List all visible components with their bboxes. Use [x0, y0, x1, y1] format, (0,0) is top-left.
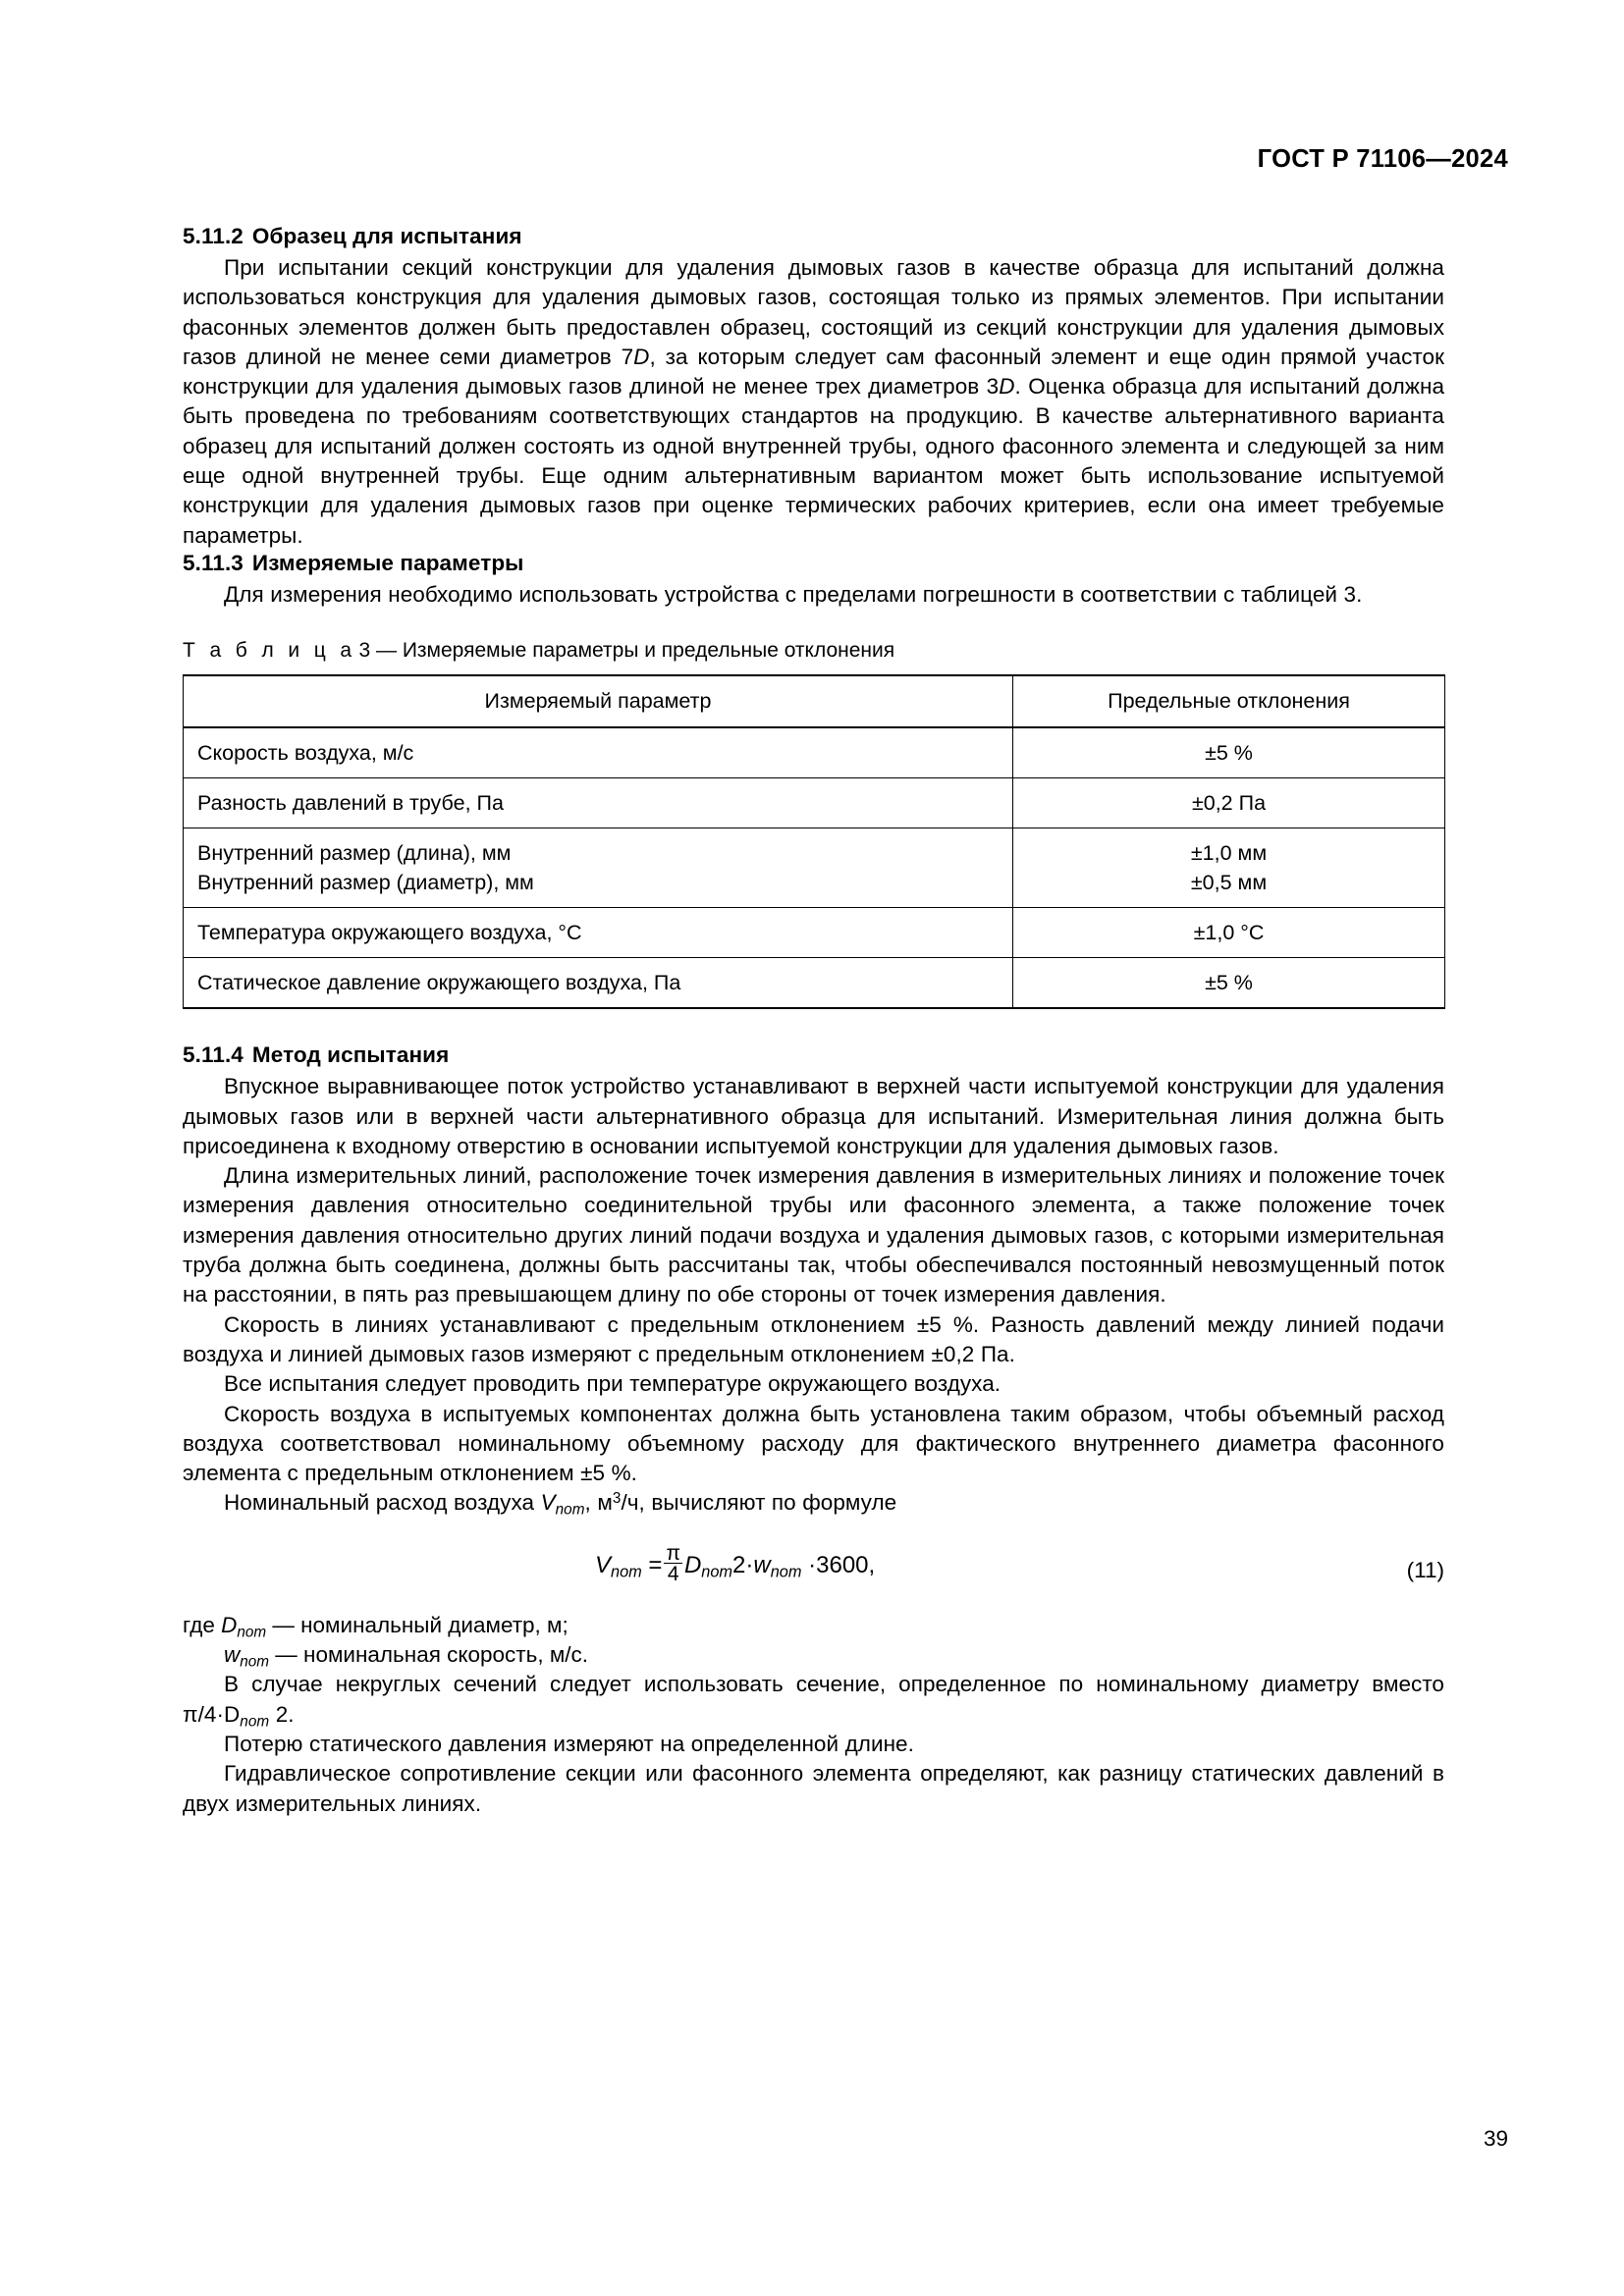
heading-5-11-4-title: Метод испытания	[251, 1042, 450, 1068]
variable-v-subscript: nom	[555, 1501, 585, 1519]
table-cell-parameter: Температура окружающего воздуха, °С	[184, 908, 1013, 958]
formula-fraction-pi-over-4	[664, 1541, 682, 1585]
where-variable-w-description: — номинальная скорость, м/с.	[269, 1642, 589, 1668]
paragraph-noncircular-subscript: nom	[240, 1712, 270, 1730]
where-variable-w-subscript: nom	[240, 1653, 270, 1671]
heading-5-11-3	[183, 551, 1444, 576]
table-cell-parameter: Статическое давление окружающего воздуха, Па	[184, 958, 1013, 1009]
formula-diameter-variable: D	[683, 1551, 702, 1578]
heading-5-11-4	[183, 1042, 1444, 1068]
nominal-flow-intro-suffix: /ч, вычисляют по формуле	[621, 1490, 897, 1516]
table-col-header-tolerance: Предельные отклонения	[1013, 675, 1445, 727]
table-col-header-parameter: Измеряемый параметр	[184, 675, 1013, 727]
table-3-caption-number: 3	[358, 639, 371, 663]
table-cell-parameter-line-1: Внутренний размер (длина), мм	[197, 841, 512, 866]
where-definition-diameter	[183, 1611, 1444, 1640]
where-label: где	[183, 1612, 222, 1637]
formula-equals-sign: =	[648, 1551, 663, 1578]
paragraph-5-11-4-3: Скорость в линиях устанавливают с предельным отклонением ±5 %. Разность давлений между линией подачи воздуха и линией дымовых газов измеряют с предельным отклонением ±0,2 Па.	[183, 1311, 1444, 1366]
heading-5-11-2-title: Образец для испытания	[251, 224, 522, 248]
where-variable-d: D	[221, 1612, 238, 1637]
table-3-caption	[183, 639, 1444, 663]
table-cell-tolerance	[1013, 828, 1445, 908]
paragraph-5-11-4-9: Гидравлическое сопротивление секции или фасонного элемента определяют, как разницу статических давлений в двух измерительных линиях.	[183, 1761, 1444, 1816]
table-cell-tolerance: ±5 %	[1013, 958, 1445, 1009]
formula-constant: 3600,	[816, 1551, 876, 1578]
formula-velocity-subscript: nom	[770, 1563, 802, 1581]
formula-diameter-power: 2	[732, 1551, 746, 1578]
formula-fraction-denominator: 4	[664, 1563, 682, 1585]
formula-11-number: (11)	[1406, 1557, 1444, 1582]
table-row	[184, 778, 1445, 828]
page-content	[183, 224, 1444, 1819]
table-row	[184, 958, 1445, 1009]
table-cell-tolerance-line-1: ±1,0 мм	[1190, 841, 1268, 866]
table-cell-tolerance: ±0,2 Па	[1013, 778, 1445, 828]
table-3-caption-word: Т а б л и ц а	[183, 639, 356, 663]
paragraph-5-11-4-4: Все испытания следует проводить при температуре окружающего воздуха.	[224, 1371, 1001, 1397]
table-row	[184, 727, 1445, 778]
formula-multiply-dot-1: ·	[745, 1551, 754, 1578]
formula-fraction-numerator: π	[666, 1541, 680, 1565]
where-variable-d-description: — номинальный диаметр, м;	[266, 1612, 568, 1637]
paragraph-5-11-3: Для измерения необходимо использовать устройства с пределами погрешности в соответствии с таблицей 3.	[224, 581, 1363, 607]
table-row	[184, 908, 1445, 958]
paragraph-5-11-4-1: Впускное выравнивающее поток устройство устанавливают в верхней части испытуемой конструкции для удаления дымовых газов или в верхней части альтернативного образца для испытаний. Измерительная линия должна быть присоединена к входному отверстию в основании испытуемой конструкции для удаления дымовых газов.	[183, 1074, 1444, 1158]
table-cell-parameter	[184, 828, 1013, 908]
formula-multiply-dot-2: ·	[808, 1551, 817, 1578]
formula-11-row	[183, 1540, 1444, 1603]
table-cell-tolerance: ±5 %	[1013, 727, 1445, 778]
nominal-flow-intro-prefix: Номинальный расход воздуха	[224, 1490, 541, 1516]
formula-velocity-variable: w	[753, 1551, 771, 1578]
table-row	[184, 828, 1445, 908]
page-header-standard-number: ГОСТ Р 71106—2024	[1257, 145, 1508, 173]
page-number: 39	[1483, 2126, 1508, 2151]
table-cell-parameter-line-2: Внутренний размер (диаметр), мм	[197, 871, 534, 895]
heading-5-11-2-number: 5.11.2	[183, 224, 244, 248]
formula-11-expression	[595, 1541, 876, 1586]
variable-v: V	[540, 1490, 556, 1516]
where-variable-w: w	[224, 1642, 241, 1668]
paragraph-nominal-flow-intro	[183, 1488, 1444, 1518]
paragraph-5-11-4-5: Скорость воздуха в испытуемых компонентах должна быть установлена таким образом, чтобы объемный расход воздуха соответствовал номинальному объемному расходу для фактического внутреннего диаметра фасонного элемента с предельным отклонением ±5 %.	[183, 1401, 1444, 1486]
table-cell-tolerance: ±1,0 °С	[1013, 908, 1445, 958]
paragraph-5-11-4-2: Длина измерительных линий, расположение точек измерения давления в измерительных линиях и положение точек измерения давления относительно соединительной трубы или фасонного элемента, а также положение точек измерения давления относительно других линий подачи воздуха и удаления дымовых газов, с которыми измерительная труба должна быть соединена, должны быть рассчитаны так, чтобы обеспечивался постоянный невозмущенный поток на расстоянии, в пять раз превышающем длину по обе стороны от точек измерения давления.	[183, 1163, 1444, 1308]
paragraph-noncircular-tail: 2.	[269, 1701, 295, 1727]
heading-5-11-3-title: Измеряемые параметры	[251, 550, 524, 575]
table-cell-tolerance-line-2: ±0,5 мм	[1190, 871, 1268, 895]
formula-lhs-variable: V	[595, 1551, 612, 1578]
table-3-caption-dash: —	[375, 639, 397, 663]
where-definition-velocity	[183, 1640, 1444, 1670]
heading-5-11-2	[183, 224, 1444, 249]
paragraph-5-11-2: При испытании секций конструкции для удаления дымовых газов в качестве образца для испытаний должна использоваться конструкция для удаления дымовых газов, состоящая только из прямых элементов. При испытании фасонных элементов должен быть предоставлен образец, состоящий из секций конструкции для удаления дымовых газов длиной не менее семи диаметров 7D, за которым следует сам фасонный элемент и еще один прямой участок конструкции для удаления дымовых газов длиной не менее трех диаметров 3D. Оценка образца для испытаний должна быть проведена по требованиям соответствующих стандартов на продукцию. В качестве альтернативного варианта образец для испытаний должен состоять из одной внутренней трубы, одного фасонного элемента и следующей за ним еще одной внутренней трубы. Еще одним альтернативным вариантом может быть использование испытуемой конструкции для удаления дымовых газов при оценке термических рабочих критериев, если она имеет требуемые параметры.	[183, 255, 1445, 548]
nominal-flow-unit-exponent: 3	[612, 1490, 622, 1508]
table-3-caption-title: Измеряемые параметры и предельные отклонения	[402, 639, 895, 663]
formula-diameter-subscript: nom	[701, 1563, 733, 1581]
nominal-flow-unit-base: , м	[584, 1490, 613, 1516]
paragraph-5-11-4-8: Потерю статического давления измеряют на определенной длине.	[224, 1731, 914, 1756]
table-cell-parameter: Разность давлений в трубе, Па	[184, 778, 1013, 828]
heading-5-11-3-number: 5.11.3	[183, 550, 244, 575]
table-header-row	[184, 675, 1445, 727]
paragraph-5-11-4-7	[183, 1670, 1444, 1730]
paragraph-noncircular-text: В случае некруглых сечений следует использовать сечение, определенное по номинальному диаметру вместо π/4·D	[183, 1672, 1444, 1727]
table-cell-parameter: Скорость воздуха, м/с	[184, 727, 1013, 778]
table-3-measured-parameters	[183, 674, 1445, 1009]
formula-lhs-subscript: nom	[611, 1563, 642, 1581]
heading-5-11-4-number: 5.11.4	[183, 1042, 244, 1068]
where-variable-d-subscript: nom	[237, 1624, 267, 1640]
